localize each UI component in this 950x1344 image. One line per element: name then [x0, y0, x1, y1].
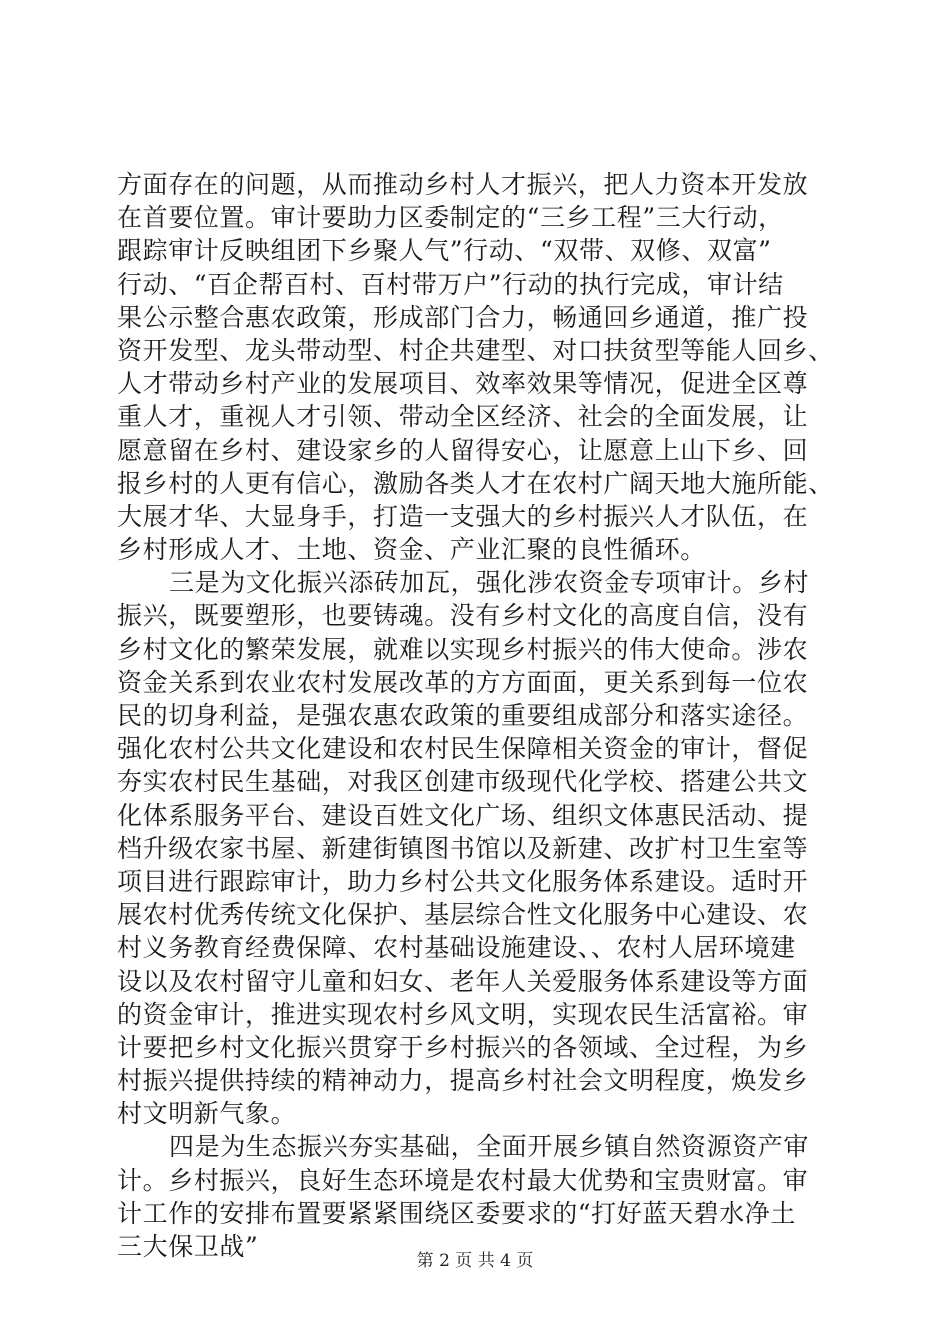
text-line: 民的切身利益，是强农惠农政策的重要组成部分和落实途径。	[117, 701, 809, 730]
text-line: 档升级农家书屋、新建街镇图书馆以及新建、改扩村卫生室等	[117, 833, 809, 863]
text-line: 计。乡村振兴，良好生态环境是农村最大优势和宝贵财富。审	[117, 1165, 809, 1195]
text-line: 报乡村的人更有信心，激励各类人才在农村广阔天地大施所能、	[117, 468, 834, 498]
text-line: 强化农村公共文化建设和农村民生保障相关资金的审计，督促	[117, 734, 809, 764]
text-line: 资开发型、龙头带动型、村企共建型、对口扶贫型等能人回乡、	[117, 335, 834, 365]
page-footer: 第 2 页 共 4 页	[416, 1251, 534, 1271]
text-line: 在首要位置。审计要助力区委制定的“三乡工程”三大行动，	[117, 203, 784, 233]
text-line: 村文明新气象。	[117, 1099, 297, 1129]
text-line: 三是为文化振兴添砖加瓦，强化涉农资金专项审计。乡村	[169, 568, 810, 598]
text-line: 跟踪审计反映组团下乡聚人气”行动、“双带、双修、双富”	[117, 236, 772, 266]
text-line: 村振兴提供持续的精神动力，提高乡村社会文明程度，焕发乡	[117, 1066, 809, 1096]
text-line: 方面存在的问题，从而推动乡村人才振兴，把人力资本开发放	[117, 170, 809, 199]
text-line: 设以及农村留守儿童和妇女、老年人关爱服务体系建设等方面	[117, 966, 809, 996]
text-line: 重人才，重视人才引领、带动全区经济、社会的全面发展，让	[117, 402, 809, 432]
body-text	[117, 168, 837, 1263]
text-line: 化体系服务平台、建设百姓文化广场、组织文体惠民活动、提	[117, 800, 809, 830]
text-line: 村义务教育经费保障、农村基础设施建设、、农村人居环境建	[117, 933, 796, 963]
text-line: 乡村文化的繁荣发展，就难以实现乡村振兴的伟大使命。涉农	[117, 634, 809, 664]
text-line: 展农村优秀传统文化保护、基层综合性文化服务中心建设、农	[117, 900, 809, 930]
text-line: 振兴，既要塑形，也要铸魂。没有乡村文化的高度自信，没有	[117, 601, 809, 631]
text-line: 资金关系到农业农村发展改革的方方面面，更关系到每一位农	[117, 667, 809, 697]
text-line: 乡村形成人才、土地、资金、产业汇聚的良性循环。	[117, 535, 706, 565]
text-line: 计要把乡村文化振兴贯穿于乡村振兴的各领域、全过程，为乡	[117, 1032, 809, 1062]
text-line: 行动、“百企帮百村、百村带万户”行动的执行完成，审计结	[117, 269, 784, 299]
text-line: 的资金审计，推进实现农村乡风文明，实现农民生活富裕。审	[117, 999, 809, 1029]
text-line: 愿意留在乡村、建设家乡的人留得安心，让愿意上山下乡、回	[117, 435, 809, 465]
text-line: 计工作的安排布置要紧紧围绕区委要求的“打好蓝天碧水净土	[117, 1198, 796, 1228]
text-line: 项目进行跟踪审计，助力乡村公共文化服务体系建设。适时开	[117, 866, 809, 896]
text-line: 大展才华、大显身手，打造一支强大的乡村振兴人才队伍，在	[117, 501, 809, 531]
text-line: 四是为生态振兴夯实基础，全面开展乡镇自然资源资产审	[169, 1132, 810, 1162]
text-line: 人才带动乡村产业的发展项目、效率效果等情况，促进全区尊	[117, 369, 809, 399]
text-line: 果公示整合惠农政策，形成部门合力，畅通回乡通道，推广投	[117, 302, 809, 332]
text-line: 三大保卫战”	[117, 1232, 259, 1261]
text-line: 夯实农村民生基础，对我区创建市级现代化学校、搭建公共文	[117, 767, 809, 797]
